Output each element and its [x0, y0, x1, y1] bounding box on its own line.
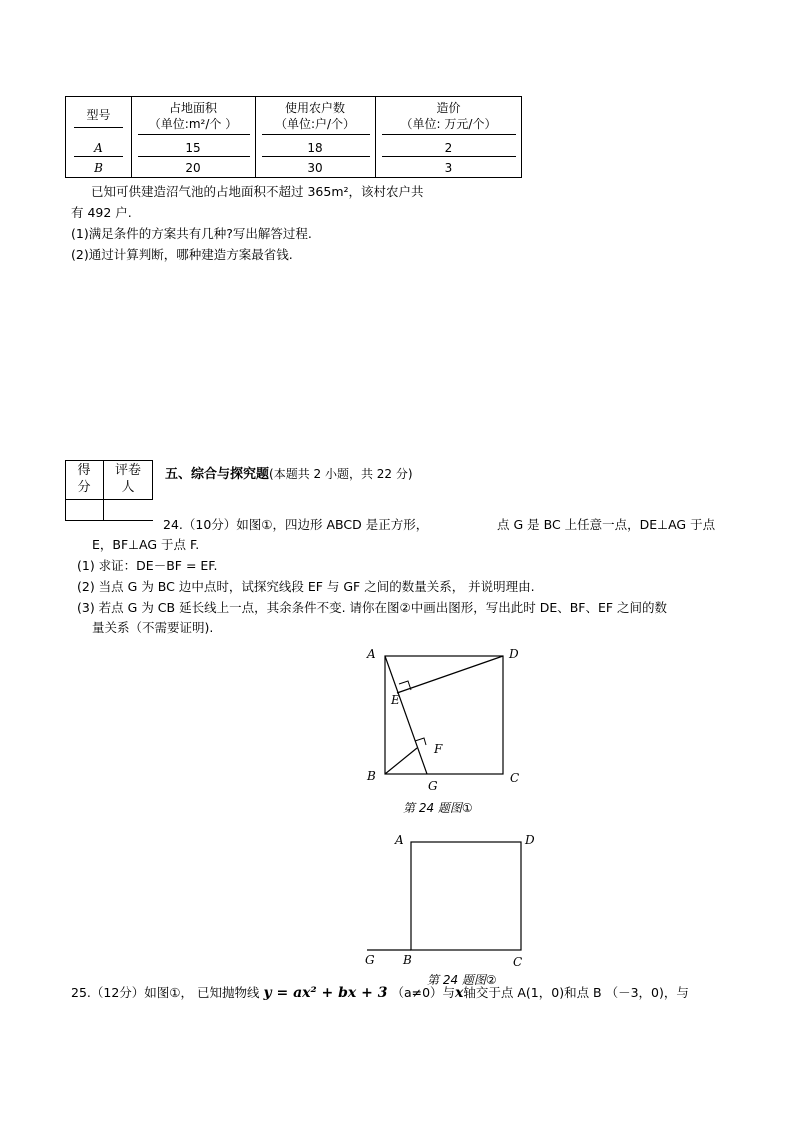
p25-prefix: 25.（12分）如图①， 已知抛物线 [71, 985, 260, 1000]
header-underline [74, 127, 123, 128]
section-note: (本题共 2 小题，共 22 分) [269, 467, 413, 481]
p25-line [71, 983, 689, 1001]
section-title: 五、综合与探究题 [165, 467, 270, 482]
label-g: G [428, 779, 438, 793]
segment-bf [385, 748, 417, 774]
grader-label-2: 人 [121, 480, 135, 495]
intro-line1: 已知可供建造沼气池的占地面积不超过 365m²，该村农户共 [91, 184, 424, 199]
row-a-area: 15 [185, 141, 201, 155]
label-c: C [510, 771, 520, 785]
header-cost-unit: （单位: 万元/个） [400, 117, 497, 131]
label-e: E [391, 693, 400, 707]
header-households: 使用农户数 [284, 101, 345, 115]
figure-1 [355, 640, 545, 820]
question-2: (2)通过计算判断，哪种建造方案最省钱. [71, 247, 293, 262]
p24-sub3b: 量关系（不需要证明). [92, 620, 214, 635]
header-area: 占地面积 [168, 101, 217, 115]
row-a-cost: 2 [444, 141, 453, 155]
price-table [65, 96, 522, 178]
square-abcd-2 [411, 842, 521, 950]
question-1: (1)满足条件的方案共有几种?写出解答过程. [71, 226, 312, 241]
header-underline [382, 134, 516, 135]
figure-1-caption: 第 24 题图① [403, 801, 473, 815]
p24-sub2: (2) 当点 G 为 BC 边中点时，试探究线段 EF 与 GF 之间的数量关系， 并说明理由. [77, 579, 535, 594]
p25-formula: y = ax² + bx + 3 [263, 985, 388, 1001]
score-box [65, 460, 153, 522]
label-d: D [509, 647, 519, 661]
row-underline [382, 156, 516, 157]
p25-cond: （a≠0）与 [391, 985, 456, 1000]
score-label-1: 得 [77, 463, 91, 478]
row-b-type: B [94, 161, 103, 175]
square-abcd [385, 656, 503, 774]
p25-axis: x [455, 985, 464, 1001]
label-c-2: C [513, 955, 523, 969]
row-underline [74, 156, 123, 157]
p24-line1a: 24.（10分）如图①，四边形 ABCD 是正方形， [163, 517, 429, 532]
p25-suffix: 轴交于点 A(1，0)和点 B （－3，0)，与 [463, 985, 689, 1000]
section-header [165, 463, 413, 482]
label-g-2: G [365, 953, 375, 967]
figure-2 [355, 826, 555, 988]
row-a-type: A [94, 141, 103, 155]
header-underline [138, 134, 250, 135]
row-a-households: 18 [307, 141, 323, 155]
grader-label-1: 评卷 [114, 463, 141, 478]
label-d-2: D [525, 833, 535, 847]
segment-de [397, 656, 503, 693]
intro-line2: 有 492 户. [71, 205, 132, 220]
p24-sub3a: (3) 若点 G 为 CB 延长线上一点，其余条件不变. 请你在图②中画出图形，写出此时 DE、BF、EF 之间的数 [77, 600, 668, 615]
score-label-2: 分 [77, 480, 91, 495]
label-b: B [367, 769, 376, 783]
label-a-2: A [395, 833, 404, 847]
row-underline [138, 156, 250, 157]
figure-2-caption: 第 24 题图② [427, 973, 497, 987]
p24-line1b: 点 G 是 BC 上任意一点，DE⊥AG 于点 [497, 517, 716, 532]
header-cost: 造价 [436, 101, 461, 115]
p24-line2: E，BF⊥AG 于点 F. [92, 537, 200, 552]
label-b-2: B [403, 953, 412, 967]
row-b-households: 30 [307, 161, 323, 175]
row-b-area: 20 [185, 161, 201, 175]
header-area-unit: （单位:m²/个 ） [148, 117, 238, 131]
label-f: F [434, 742, 443, 756]
row-b-cost: 3 [444, 161, 453, 175]
header-households-unit: （单位:户/个） [274, 117, 356, 131]
p24-sub1: (1) 求证：DE－BF = EF. [77, 558, 218, 573]
header-type: 型号 [86, 108, 111, 122]
label-a: A [367, 647, 376, 661]
row-underline [262, 156, 370, 157]
header-underline [262, 134, 370, 135]
